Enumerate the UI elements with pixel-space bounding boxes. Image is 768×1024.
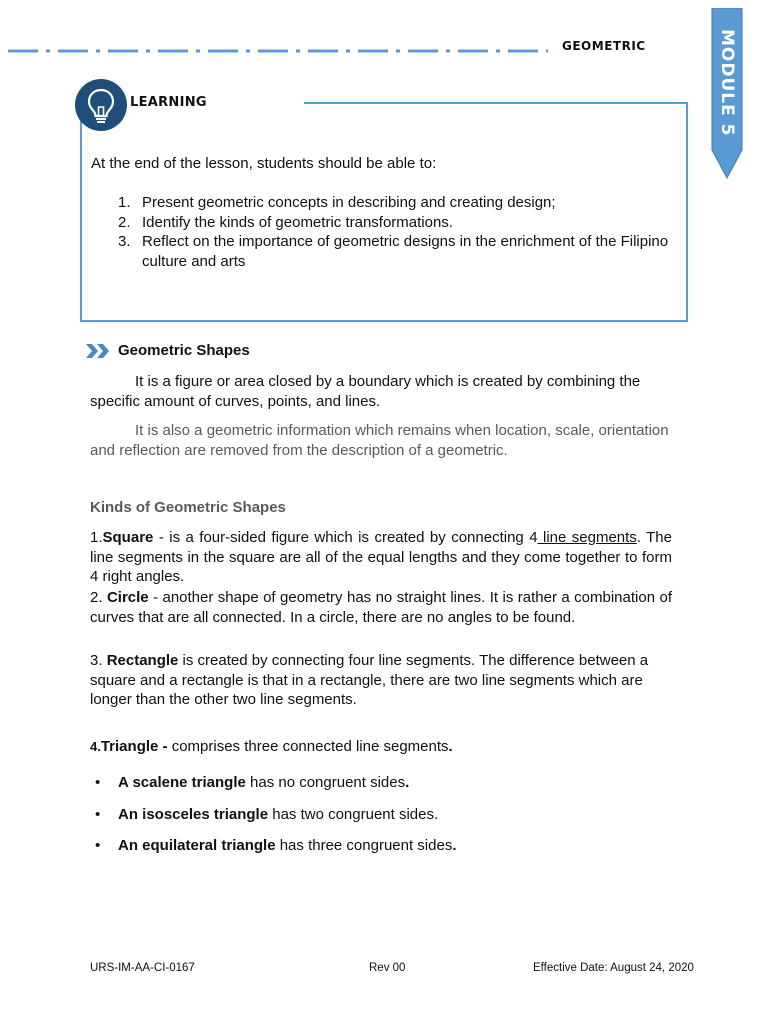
list-item: • An equilateral triangle has three congruent sides. — [90, 837, 457, 869]
header-dash-line — [8, 49, 548, 53]
double-chevron-icon — [86, 344, 110, 358]
triangle-types-list — [90, 774, 457, 869]
objective-item: 1. Present geometric concepts in describing and creating design; — [118, 194, 556, 211]
header-title: GEOMETRIC — [562, 39, 646, 53]
shapes-information: It is also a geometric information which remains when location, scale, orientation and reflection are removed from the description of a geometric. — [90, 422, 669, 459]
learning-title: LEARNING — [130, 95, 213, 110]
footer-effective-date: Effective Date: August 24, 2020 — [533, 962, 694, 974]
section-heading — [86, 342, 250, 359]
objectives-list — [100, 193, 680, 271]
learning-box-top-border — [304, 102, 688, 104]
rectangle-definition: 3. Rectangle is created by connecting four line segments. The difference between a square and a rectangle is that in a rectangle, there are two line segments which are longer than the other two line segments. — [90, 652, 649, 708]
square-definition: 1.Square - is a four-sided figure which is created by connecting 4 line segments. The line segments in the square are all of the equal lengths and they come together to form 4 right angles. — [90, 529, 672, 585]
list-item: • A scalene triangle has no congruent sides. — [90, 774, 457, 806]
objective-item: 3. Reflect on the importance of geometric designs in the enrichment of the Filipino culture and arts — [118, 233, 669, 270]
learning-intro: At the end of the lesson, students should be able to: — [91, 155, 437, 172]
footer-document-code: URS-IM-AA-CI-0167 — [90, 962, 195, 974]
shapes-definition: It is a figure or area closed by a boundary which is created by combining the specific amount of curves, points, and lines. — [90, 373, 641, 410]
section-heading-text: Geometric Shapes — [118, 342, 250, 359]
lightbulb-icon — [75, 79, 127, 131]
line-segments-link[interactable]: line segments — [537, 529, 637, 546]
footer-revision: Rev 00 — [369, 962, 406, 974]
triangle-definition: 4.Triangle - comprises three connected line segments. — [90, 738, 453, 755]
list-item: • An isosceles triangle has two congruent sides. — [90, 806, 457, 838]
kinds-title: Kinds of Geometric Shapes — [90, 499, 286, 516]
module-label: MODULE 5 — [717, 29, 737, 137]
objective-item: 2. Identify the kinds of geometric transformations. — [118, 213, 453, 231]
circle-definition: 2. Circle - another shape of geometry has no straight lines. It is rather a combination of curves that are all connected. In a circle, there are no angles to be found. — [90, 589, 672, 626]
